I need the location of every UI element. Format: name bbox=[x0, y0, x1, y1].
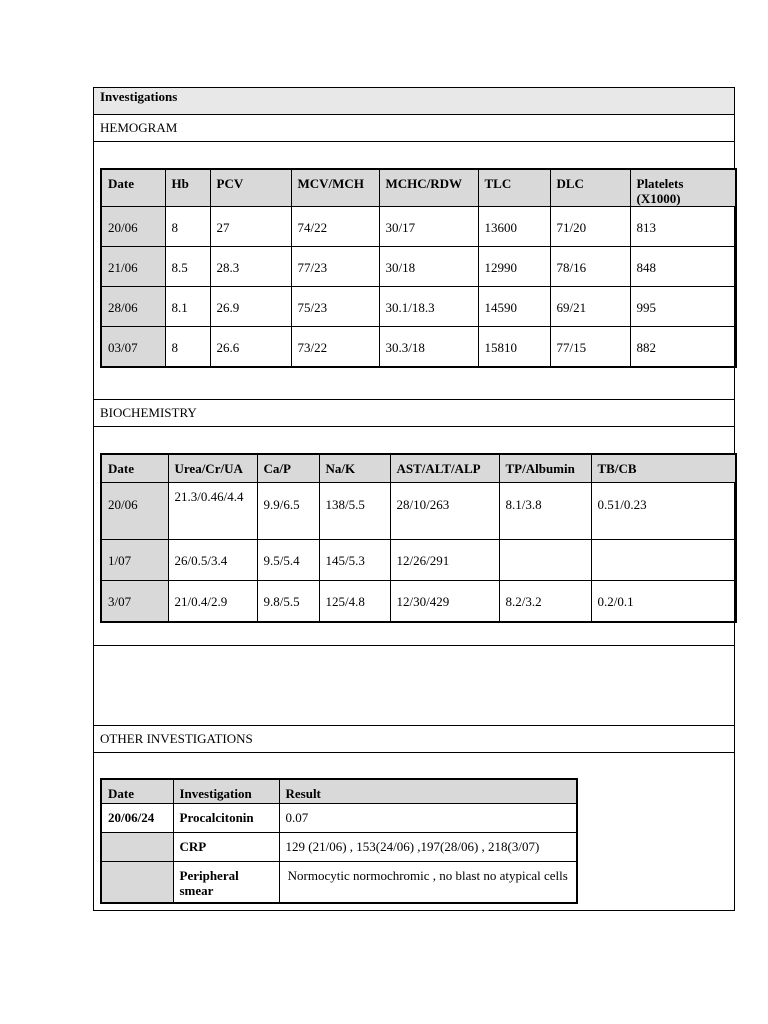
table-header-row bbox=[101, 169, 736, 207]
table-cell: 848 bbox=[630, 247, 736, 287]
table-cell: 8.2/3.2 bbox=[499, 581, 591, 623]
table-cell bbox=[101, 833, 173, 862]
other-label-row bbox=[94, 726, 734, 753]
table-cell: 26.9 bbox=[210, 287, 291, 327]
column-header: PCV bbox=[210, 169, 291, 207]
table-cell: 20/06/24 bbox=[101, 804, 173, 833]
table-cell: 26/0.5/3.4 bbox=[168, 540, 257, 581]
column-header: Date bbox=[101, 454, 168, 483]
table-cell: Peripheral smear bbox=[173, 862, 279, 904]
table-cell: 12/30/429 bbox=[390, 581, 499, 623]
table-cell: 8 bbox=[165, 207, 210, 247]
table-cell: 125/4.8 bbox=[319, 581, 390, 623]
table-cell: 13600 bbox=[478, 207, 550, 247]
column-header: MCV/MCH bbox=[291, 169, 379, 207]
column-header: AST/ALT/ALP bbox=[390, 454, 499, 483]
table-cell bbox=[101, 862, 173, 904]
biochemistry-table bbox=[100, 453, 737, 623]
other-investigations-label: OTHER INVESTIGATIONS bbox=[100, 731, 253, 746]
table-cell: CRP bbox=[173, 833, 279, 862]
table-cell: 0.51/0.23 bbox=[591, 483, 736, 540]
column-header: Investigation bbox=[173, 779, 279, 804]
hemogram-table bbox=[100, 168, 737, 368]
table-cell: 8.1/3.8 bbox=[499, 483, 591, 540]
table-cell: 8.1 bbox=[165, 287, 210, 327]
table-cell: 78/16 bbox=[550, 247, 630, 287]
table-row bbox=[101, 327, 736, 368]
table-cell: 21/0.4/2.9 bbox=[168, 581, 257, 623]
table-cell: 69/21 bbox=[550, 287, 630, 327]
table-cell: 0.2/0.1 bbox=[591, 581, 736, 623]
column-header: TLC bbox=[478, 169, 550, 207]
column-header: TB/CB bbox=[591, 454, 736, 483]
table-cell: 9.5/5.4 bbox=[257, 540, 319, 581]
column-header: Na/K bbox=[319, 454, 390, 483]
hemogram-label-row bbox=[94, 115, 734, 142]
other-investigations-table bbox=[100, 778, 578, 904]
table-cell: 145/5.3 bbox=[319, 540, 390, 581]
table-cell: 30/17 bbox=[379, 207, 478, 247]
table-cell: 138/5.5 bbox=[319, 483, 390, 540]
biochemistry-label: BIOCHEMISTRY bbox=[100, 405, 197, 420]
section-heading-row bbox=[94, 88, 734, 115]
column-header: Platelets (X1000) bbox=[630, 169, 736, 207]
column-header: MCHC/RDW bbox=[379, 169, 478, 207]
table-cell: 14590 bbox=[478, 287, 550, 327]
table-cell: 0.07 bbox=[279, 804, 577, 833]
table-cell bbox=[591, 540, 736, 581]
table-cell: 813 bbox=[630, 207, 736, 247]
table-cell: 9.9/6.5 bbox=[257, 483, 319, 540]
table-cell: 882 bbox=[630, 327, 736, 368]
table-cell bbox=[499, 540, 591, 581]
column-header: Urea/Cr/UA bbox=[168, 454, 257, 483]
column-header: Ca/P bbox=[257, 454, 319, 483]
table-row bbox=[101, 804, 577, 833]
table-cell: 77/15 bbox=[550, 327, 630, 368]
table-cell: 21.3/0.46/4.4 bbox=[168, 483, 257, 540]
table-row bbox=[101, 247, 736, 287]
table-cell: 21/06 bbox=[101, 247, 165, 287]
table-cell: 27 bbox=[210, 207, 291, 247]
table-cell: 8 bbox=[165, 327, 210, 368]
table-cell: 129 (21/06) , 153(24/06) ,197(28/06) , 218(3/07) bbox=[279, 833, 577, 862]
table-row bbox=[101, 540, 736, 581]
column-header: Hb bbox=[165, 169, 210, 207]
table-cell: Normocytic normochromic , no blast no atypical cells bbox=[279, 862, 577, 904]
table-cell: 75/23 bbox=[291, 287, 379, 327]
table-cell: 1/07 bbox=[101, 540, 168, 581]
table-header-row bbox=[101, 454, 736, 483]
table-cell: 30.3/18 bbox=[379, 327, 478, 368]
hemogram-label: HEMOGRAM bbox=[100, 120, 178, 135]
table-row bbox=[101, 581, 736, 623]
table-cell: 28.3 bbox=[210, 247, 291, 287]
table-cell: 995 bbox=[630, 287, 736, 327]
table-row bbox=[101, 862, 577, 904]
biochemistry-label-row bbox=[94, 400, 734, 427]
column-header: TP/Albumin bbox=[499, 454, 591, 483]
table-cell: 8.5 bbox=[165, 247, 210, 287]
table-cell: 74/22 bbox=[291, 207, 379, 247]
table-cell: 12990 bbox=[478, 247, 550, 287]
table-cell: 71/20 bbox=[550, 207, 630, 247]
table-cell: 3/07 bbox=[101, 581, 168, 623]
table-cell: 77/23 bbox=[291, 247, 379, 287]
column-header: Date bbox=[101, 169, 165, 207]
table-row bbox=[101, 483, 736, 540]
table-header-row bbox=[101, 779, 577, 804]
table-cell: 26.6 bbox=[210, 327, 291, 368]
column-header: DLC bbox=[550, 169, 630, 207]
table-cell: 15810 bbox=[478, 327, 550, 368]
table-cell: 12/26/291 bbox=[390, 540, 499, 581]
table-cell: 28/10/263 bbox=[390, 483, 499, 540]
table-cell: 30/18 bbox=[379, 247, 478, 287]
table-cell: 9.8/5.5 bbox=[257, 581, 319, 623]
table-cell: 20/06 bbox=[101, 207, 165, 247]
table-row bbox=[101, 833, 577, 862]
column-header: Date bbox=[101, 779, 173, 804]
table-row bbox=[101, 287, 736, 327]
blank-row bbox=[94, 646, 734, 726]
column-header: Result bbox=[279, 779, 577, 804]
table-cell: 28/06 bbox=[101, 287, 165, 327]
table-cell: 03/07 bbox=[101, 327, 165, 368]
table-row bbox=[101, 207, 736, 247]
table-cell: 73/22 bbox=[291, 327, 379, 368]
section-title: Investigations bbox=[100, 89, 178, 104]
table-cell: 30.1/18.3 bbox=[379, 287, 478, 327]
table-cell: 20/06 bbox=[101, 483, 168, 540]
table-cell: Procalcitonin bbox=[173, 804, 279, 833]
